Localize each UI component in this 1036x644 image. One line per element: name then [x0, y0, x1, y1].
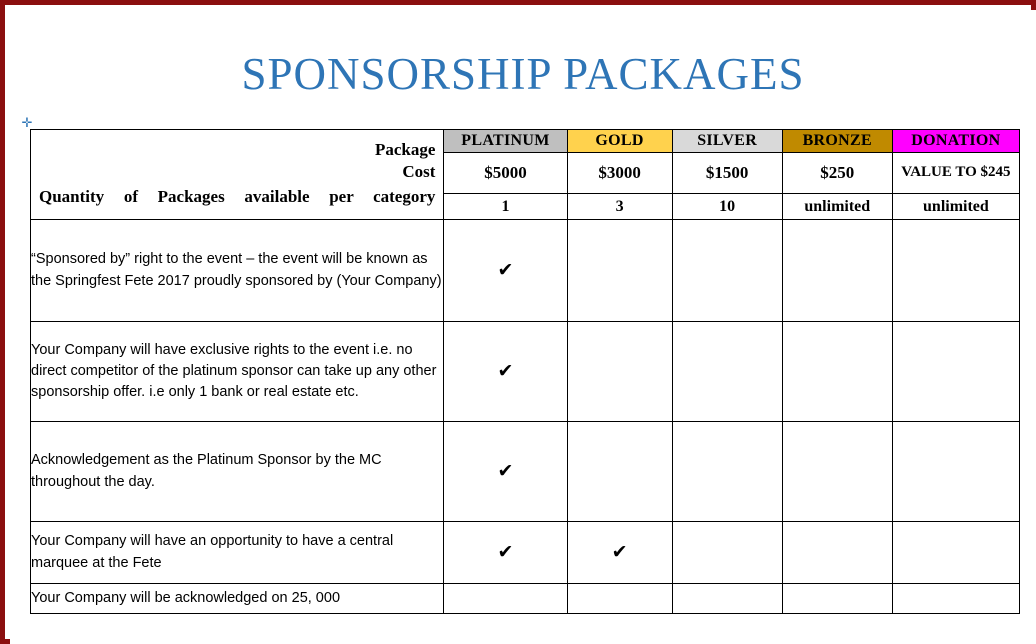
benefit-donation-mark	[892, 584, 1019, 614]
cost-gold: $3000	[567, 153, 672, 194]
label-quantity: Quantity of Packages available per category	[39, 186, 436, 206]
benefit-donation-mark	[892, 522, 1019, 584]
benefit-bronze-mark	[782, 584, 892, 614]
page-title: SPONSORSHIP PACKAGES	[241, 49, 805, 99]
sponsorship-table-wrapper	[30, 129, 1020, 614]
benefit-silver-mark	[672, 584, 782, 614]
benefit-platinum-mark	[444, 584, 567, 614]
check-icon: ✔	[497, 542, 514, 563]
quantity-donation: unlimited	[892, 194, 1019, 220]
move-handle-icon[interactable]: ✛	[21, 115, 33, 130]
benefit-description: Acknowledgement as the Platinum Sponsor by the MC throughout the day.	[31, 422, 444, 522]
tier-header-gold: GOLD	[567, 130, 672, 153]
check-icon: ✔	[497, 260, 514, 281]
cost-platinum: $5000	[444, 153, 567, 194]
cost-donation: VALUE TO $245	[892, 153, 1019, 194]
benefit-donation-mark	[892, 220, 1019, 322]
benefit-gold-mark	[567, 220, 672, 322]
quantity-bronze: unlimited	[782, 194, 892, 220]
table-row	[31, 422, 1020, 522]
benefit-description: Your Company will have exclusive rights to the event i.e. no direct competitor of the platinum sponsor can take up any other sponsorship offer. i.e only 1 bank or real estate etc.	[31, 322, 444, 422]
quantity-gold: 3	[567, 194, 672, 220]
benefit-gold-mark	[567, 522, 672, 584]
benefit-donation-mark	[892, 322, 1019, 422]
tier-header-silver: SILVER	[672, 130, 782, 153]
benefit-platinum-mark	[444, 322, 567, 422]
table-row-tier-names	[31, 130, 1020, 153]
benefit-gold-mark	[567, 322, 672, 422]
benefit-description: Your Company will be acknowledged on 25, 000	[31, 584, 444, 614]
benefit-platinum-mark	[444, 522, 567, 584]
check-icon: ✔	[497, 461, 514, 482]
benefit-silver-mark	[672, 220, 782, 322]
benefit-description: Your Company will have an opportunity to have a central marquee at the Fete	[31, 522, 444, 584]
cost-silver: $1500	[672, 153, 782, 194]
sponsorship-packages-table	[30, 129, 1020, 614]
header-label-block	[31, 130, 444, 220]
benefit-platinum-mark	[444, 422, 567, 522]
tier-header-donation: DONATION	[892, 130, 1019, 153]
benefit-description: “Sponsored by” right to the event – the event will be known as the Springfest Fete 2017 proudly sponsored by (Your Company)	[31, 220, 444, 322]
check-icon: ✔	[611, 542, 628, 563]
cost-bronze: $250	[782, 153, 892, 194]
benefit-platinum-mark	[444, 220, 567, 322]
benefit-bronze-mark	[782, 220, 892, 322]
quantity-platinum: 1	[444, 194, 567, 220]
benefit-silver-mark	[672, 322, 782, 422]
benefit-silver-mark	[672, 522, 782, 584]
quantity-silver: 10	[672, 194, 782, 220]
table-row	[31, 322, 1020, 422]
label-cost: Cost	[402, 162, 436, 182]
check-icon: ✔	[497, 361, 514, 382]
tier-header-bronze: BRONZE	[782, 130, 892, 153]
benefit-bronze-mark	[782, 422, 892, 522]
benefit-bronze-mark	[782, 522, 892, 584]
benefit-silver-mark	[672, 422, 782, 522]
label-package: Package	[374, 140, 436, 160]
table-row	[31, 522, 1020, 584]
table-row	[31, 220, 1020, 322]
benefit-bronze-mark	[782, 322, 892, 422]
benefit-gold-mark	[567, 422, 672, 522]
benefit-donation-mark	[892, 422, 1019, 522]
document-page	[10, 10, 1036, 644]
benefit-gold-mark	[567, 584, 672, 614]
table-row	[31, 584, 1020, 614]
tier-header-platinum: PLATINUM	[444, 130, 567, 153]
